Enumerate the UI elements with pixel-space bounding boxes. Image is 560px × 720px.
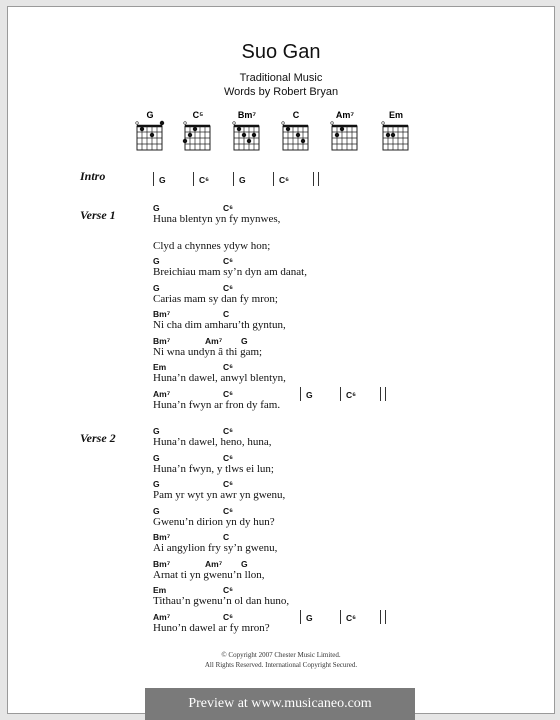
- lyric-text: Tithau’n gwenu’n ol dan huno,: [153, 595, 290, 607]
- chord-symbol: Bm⁷: [153, 335, 171, 346]
- chord-symbol: C⁶: [223, 426, 234, 436]
- lyric-line: [153, 506, 533, 532]
- chord-diagram: [229, 110, 265, 154]
- lyric-text: Pam yr wyt yn awr yn gwenu,: [153, 489, 286, 501]
- chord-symbol: G: [153, 256, 160, 266]
- lyric-line: [153, 203, 533, 229]
- intro-label: Intro: [80, 169, 106, 183]
- barline: [273, 172, 274, 186]
- chord-symbol: G: [153, 505, 160, 516]
- chord-symbol: C⁶: [223, 452, 234, 463]
- lyric-text: Carias mam sy dan fy mron;: [153, 292, 278, 305]
- chord-diagram: [327, 110, 363, 154]
- lyric-text: Clyd a chynnes ydyw hon;: [153, 239, 271, 252]
- verse1-ending-chord: G: [306, 389, 313, 400]
- chord-symbol: C⁶: [223, 362, 234, 372]
- chord-symbol: C⁶: [223, 282, 234, 293]
- lyric-line: [153, 309, 533, 335]
- chord-symbol: Am⁷: [205, 335, 223, 346]
- intro-chord: C⁶: [279, 175, 290, 185]
- chord-symbol: C⁶: [223, 611, 234, 622]
- double-barline: [313, 172, 319, 186]
- lyric-text: Ai angylion fry sy’n gwenu,: [153, 542, 278, 554]
- verse2-ending-chord: C⁶: [346, 612, 357, 623]
- chord-symbol: G: [153, 282, 160, 293]
- barline: [340, 387, 341, 401]
- barline: [233, 172, 234, 186]
- barline: [340, 610, 341, 624]
- chord-diagram-name: G: [146, 110, 154, 120]
- barline: [153, 172, 154, 186]
- barline: [300, 387, 301, 401]
- preview-banner[interactable]: Preview at www.musicaneo.com: [145, 688, 415, 720]
- chord-symbol: C⁶: [223, 479, 234, 489]
- lyric-line: [153, 479, 533, 505]
- chord-symbol: G: [153, 426, 160, 436]
- chord-diagram-name: C⁵: [192, 110, 204, 120]
- rights-line: All Rights Reserved. International Copyright Secured.: [204, 661, 358, 669]
- chord-diagram: [278, 110, 314, 154]
- lyric-line: [153, 389, 533, 415]
- music-credit: Traditional Music: [239, 72, 323, 84]
- verse2-ending-chord: G: [306, 612, 313, 623]
- chord-symbol: G: [241, 335, 248, 346]
- lyric-line: [153, 532, 533, 558]
- chord-diagram-name: Em: [388, 110, 403, 120]
- chord-symbol: Em: [153, 362, 167, 372]
- lyric-text: Huno’n dawel ar fy mron?: [153, 621, 270, 634]
- lyric-text: Huna’n fwyn ar fron dy fam.: [153, 398, 281, 411]
- chord-diagram-name: Bm⁷: [237, 110, 257, 120]
- chord-symbol: C⁶: [223, 203, 234, 213]
- sheet-page: [7, 6, 555, 714]
- lyric-text: Ni wna undyn â thi gam;: [153, 345, 263, 358]
- chord-symbol: Am⁷: [153, 388, 171, 399]
- lyric-line: [153, 256, 533, 282]
- lyric-line: [153, 585, 533, 611]
- chord-diagram: [378, 110, 414, 154]
- chord-diagram: [132, 110, 168, 154]
- lyric-line: [153, 336, 533, 362]
- barline: [193, 172, 194, 186]
- lyric-line: [153, 362, 533, 388]
- lyric-line: [153, 612, 533, 638]
- chord-symbol: G: [241, 558, 248, 569]
- credits: [8, 71, 554, 99]
- lyric-line: [153, 426, 533, 452]
- lyric-text: Huna’n dawel, anwyl blentyn,: [153, 372, 286, 384]
- lyric-line: [153, 230, 533, 256]
- song-title: Suo Gan: [241, 41, 321, 63]
- chord-symbol: Am⁷: [153, 611, 171, 622]
- intro-chord: G: [159, 175, 166, 185]
- chord-symbol: C⁶: [223, 585, 234, 595]
- chord-symbol: G: [153, 479, 160, 489]
- lyric-text: Breichiau mam sy’n dyn am danat,: [153, 266, 307, 278]
- chord-diagram: [180, 110, 216, 154]
- lyric-text: Ni cha dim amharu’th gyntun,: [153, 319, 286, 331]
- barline: [300, 610, 301, 624]
- lyric-line: [153, 453, 533, 479]
- chord-symbol: Bm⁷: [153, 309, 171, 319]
- chord-symbol: Em: [153, 585, 167, 595]
- lyric-text: Huna’n dawel, heno, huna,: [153, 436, 272, 448]
- words-credit: Words by Robert Bryan: [223, 86, 339, 98]
- chord-symbol: Am⁷: [205, 558, 223, 569]
- verse1-label: Verse 1: [80, 208, 116, 222]
- lyric-text: Huna’n fwyn, y tlws ei lun;: [153, 462, 274, 475]
- verse2-label: Verse 2: [80, 431, 116, 445]
- chord-symbol: C⁶: [223, 505, 234, 516]
- double-barline: [380, 387, 386, 401]
- chord-symbol: C⁶: [223, 256, 234, 266]
- chord-diagram-row: [132, 110, 452, 154]
- lyric-text: Arnat ti yn gwenu’n llon,: [153, 568, 265, 581]
- chord-diagram-name: C: [292, 110, 300, 120]
- double-barline: [380, 610, 386, 624]
- lyric-line: [153, 559, 533, 585]
- intro-chord: G: [239, 175, 246, 185]
- verse1-ending-chord: C⁶: [346, 389, 357, 400]
- chord-symbol: Bm⁷: [153, 532, 171, 542]
- chord-diagram-name: Am⁷: [335, 110, 355, 120]
- chord-symbol: C⁶: [223, 388, 234, 399]
- chord-symbol: G: [153, 203, 160, 213]
- copyright-notice: [8, 650, 554, 670]
- chord-symbol: C: [223, 532, 230, 542]
- lyric-line: [153, 283, 533, 309]
- chord-symbol: G: [153, 452, 160, 463]
- lyric-text: Huna blentyn yn fy mynwes,: [153, 213, 281, 225]
- lyric-text: Gwenu’n dirion yn dy hun?: [153, 515, 275, 528]
- chord-symbol: Bm⁷: [153, 558, 171, 569]
- chord-symbol: C: [223, 309, 230, 319]
- intro-chord: C⁶: [199, 175, 210, 185]
- copyright-line: © Copyright 2007 Chester Music Limited.: [221, 651, 341, 659]
